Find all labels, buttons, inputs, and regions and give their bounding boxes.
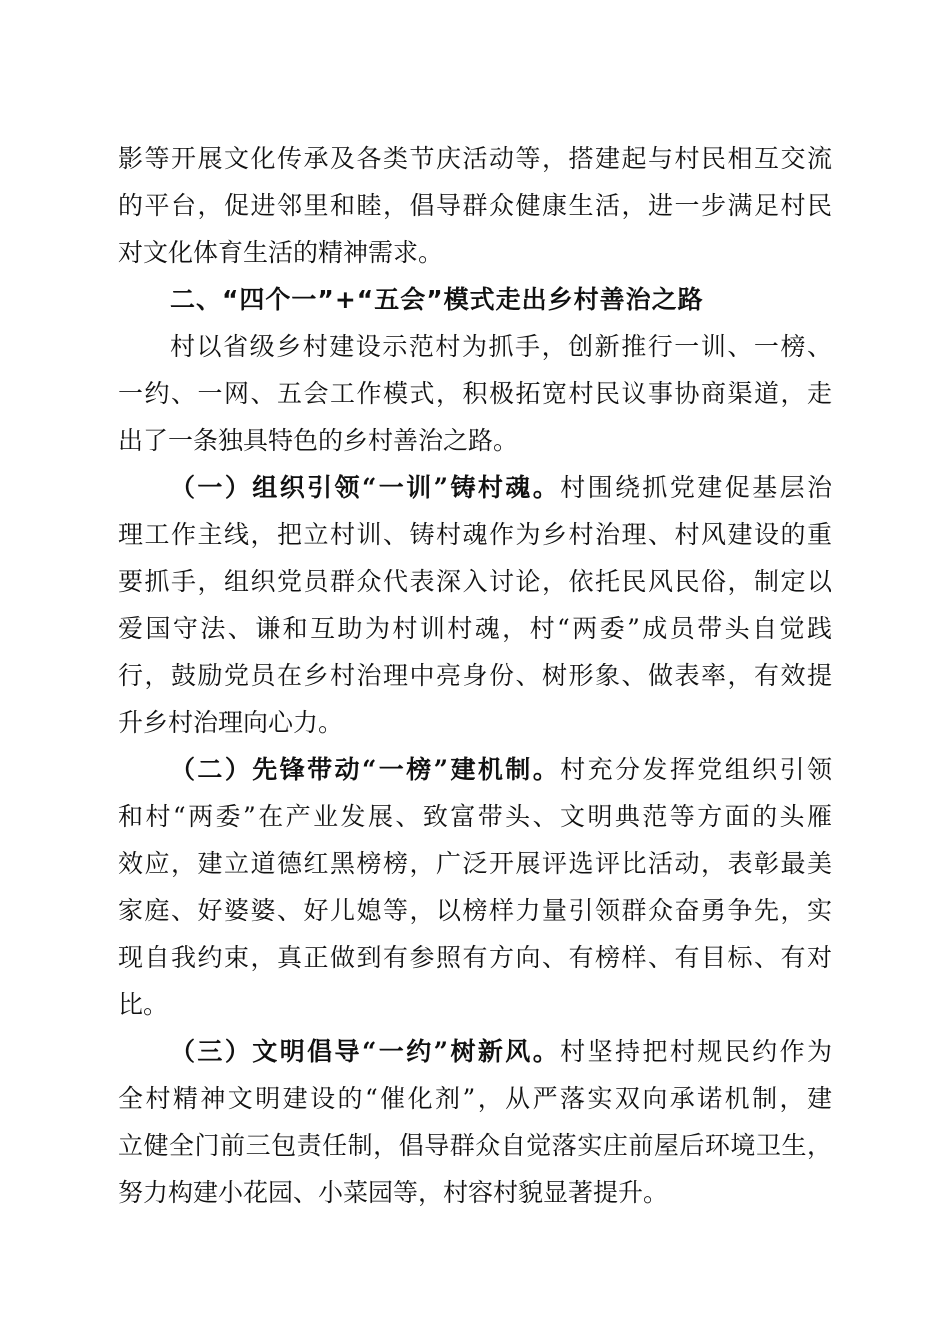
subsection-1-line-4: 爱国守法、谦和互助为村训村魂，村“两委”成员带头自觉践 bbox=[118, 614, 832, 643]
subsection-1-first-line-rest: 村围绕抓党建促基层治 bbox=[560, 473, 832, 502]
subsection-2-line-3: 效应，建立道德红黑榜榜，广泛开展评选评比活动，表彰最美 bbox=[118, 849, 832, 878]
paragraph-2-line-1: 村以省级乡村建设示范村为抓手，创新推行一训、一榜、 bbox=[170, 332, 832, 361]
subsection-2-line-5: 现自我约束，真正做到有参照有方向、有榜样、有目标、有对 bbox=[118, 943, 832, 972]
paragraph-2-line-3: 出了一条独具特色的乡村善治之路。 bbox=[118, 426, 519, 455]
subsection-3-first-line-rest: 村坚持把村规民约作为 bbox=[560, 1037, 832, 1066]
subsection-1-line-5: 行，鼓励党员在乡村治理中亮身份、树形象、做表率，有效提 bbox=[118, 661, 832, 690]
subsection-3-lead: （三）文明倡导“一约”树新风。 bbox=[170, 1037, 561, 1066]
subsection-2-first-line bbox=[170, 750, 832, 790]
paragraph-2-line-2: 一约、一网、五会工作模式，积极拓宽村民议事协商渠道，走 bbox=[118, 379, 832, 408]
paragraph-1-line-2: 的平台，促进邻里和睦，倡导群众健康生活，进一步满足村民 bbox=[118, 191, 832, 220]
paragraph-1-line-1: 影等开展文化传承及各类节庆活动等，搭建起与村民相互交流 bbox=[118, 144, 832, 173]
subsection-3-line-4: 努力构建小花园、小菜园等，村容村貌显著提升。 bbox=[118, 1178, 669, 1207]
subsection-1-lead: （一）组织引领“一训”铸村魂。 bbox=[170, 473, 561, 502]
section-heading: 二、“四个一”+“五会”模式走出乡村善治之路 bbox=[170, 285, 704, 314]
subsection-2-first-line-rest: 村充分发挥党组织引领 bbox=[560, 755, 832, 784]
subsection-2-line-6: 比。 bbox=[118, 990, 169, 1019]
subsection-3-line-3: 立健全门前三包责任制，倡导群众自觉落实庄前屋后环境卫生， bbox=[118, 1131, 832, 1160]
subsection-2-line-2: 和村“两委”在产业发展、致富带头、文明典范等方面的头雁 bbox=[118, 802, 832, 831]
subsection-1-line-2: 理工作主线，把立村训、铸村魂作为乡村治理、村风建设的重 bbox=[118, 520, 832, 549]
paragraph-1-line-3: 对文化体育生活的精神需求。 bbox=[118, 238, 444, 267]
subsection-2-line-4: 家庭、好婆婆、好儿媳等，以榜样力量引领群众奋勇争先，实 bbox=[118, 896, 832, 925]
subsection-3-line-2: 全村精神文明建设的“催化剂”，从严落实双向承诺机制，建 bbox=[118, 1084, 832, 1113]
subsection-1-line-3: 要抓手，组织党员群众代表深入讨论，依托民风民俗，制定以 bbox=[118, 567, 832, 596]
subsection-2-lead: （二）先锋带动“一榜”建机制。 bbox=[170, 755, 561, 784]
subsection-3-first-line bbox=[170, 1032, 832, 1072]
subsection-1-line-6: 升乡村治理向心力。 bbox=[118, 708, 344, 737]
subsection-1-first-line bbox=[170, 468, 832, 508]
